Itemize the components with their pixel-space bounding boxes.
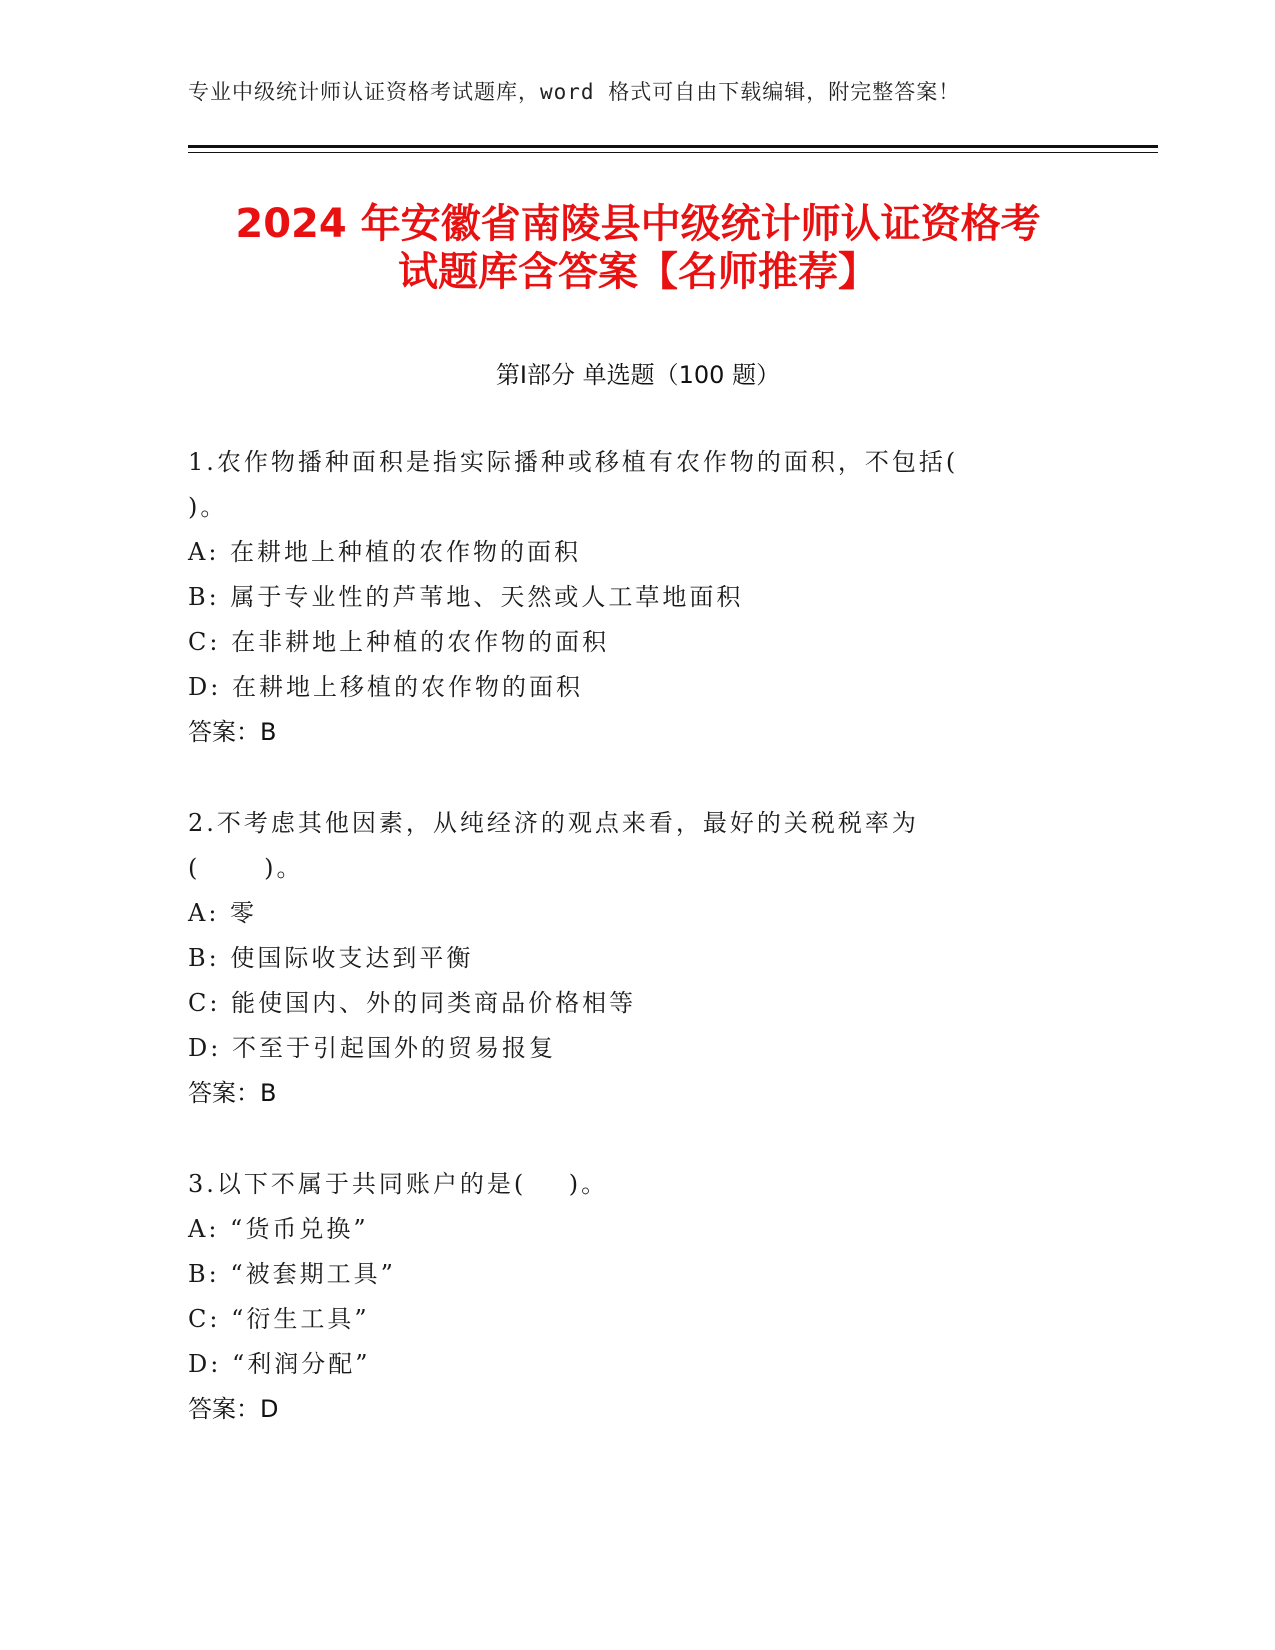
option-c: C: 能使国内、外的同类商品价格相等 bbox=[188, 989, 637, 1017]
option-b: B: “被套期工具” bbox=[188, 1260, 396, 1288]
option-c: C: 在非耕地上种植的农作物的面积 bbox=[188, 628, 610, 656]
option-a: A: “货币兑换” bbox=[188, 1215, 369, 1243]
option-b: B: 使国际收支达到平衡 bbox=[188, 944, 474, 972]
option-b: B: 属于专业性的芦苇地、天然或人工草地面积 bbox=[188, 583, 744, 611]
question-text-continued: ( )。 bbox=[188, 854, 304, 882]
document-title bbox=[188, 200, 1088, 296]
question-3 bbox=[188, 1162, 1068, 1432]
question-text-continued: )。 bbox=[188, 493, 228, 521]
option-a: A: 零 bbox=[188, 899, 258, 927]
question-2 bbox=[188, 801, 1068, 1116]
answer: 答案：D bbox=[188, 1395, 279, 1423]
document-title-line-1: 2024 年安徽省南陵县中级统计师认证资格考 bbox=[235, 201, 1041, 247]
header-divider-thin bbox=[188, 152, 1158, 153]
question-list bbox=[188, 440, 1068, 1478]
option-d: D: 不至于引起国外的贸易报复 bbox=[188, 1034, 556, 1062]
question-text: 1.农作物播种面积是指实际播种或移植有农作物的面积，不包括( bbox=[188, 448, 959, 476]
answer: 答案：B bbox=[188, 1079, 277, 1107]
option-a: A: 在耕地上种植的农作物的面积 bbox=[188, 538, 582, 566]
option-d: D: 在耕地上移植的农作物的面积 bbox=[188, 673, 583, 701]
option-c: C: “衍生工具” bbox=[188, 1305, 370, 1333]
header-divider-thick bbox=[188, 145, 1158, 148]
header-note: 专业中级统计师认证资格考试题库，word 格式可自由下载编辑，附完整答案！ bbox=[188, 80, 961, 104]
question-text: 3.以下不属于共同账户的是( )。 bbox=[188, 1170, 609, 1198]
question-text: 2.不考虑其他因素，从纯经济的观点来看，最好的关税税率为 bbox=[188, 809, 919, 837]
section-heading: 第Ⅰ部分 单选题（100 题） bbox=[495, 361, 781, 389]
option-d: D: “利润分配” bbox=[188, 1350, 371, 1378]
answer: 答案：B bbox=[188, 718, 277, 746]
question-1 bbox=[188, 440, 1068, 755]
document-title-line-2: 试题库含答案【名师推荐】 bbox=[398, 249, 878, 295]
